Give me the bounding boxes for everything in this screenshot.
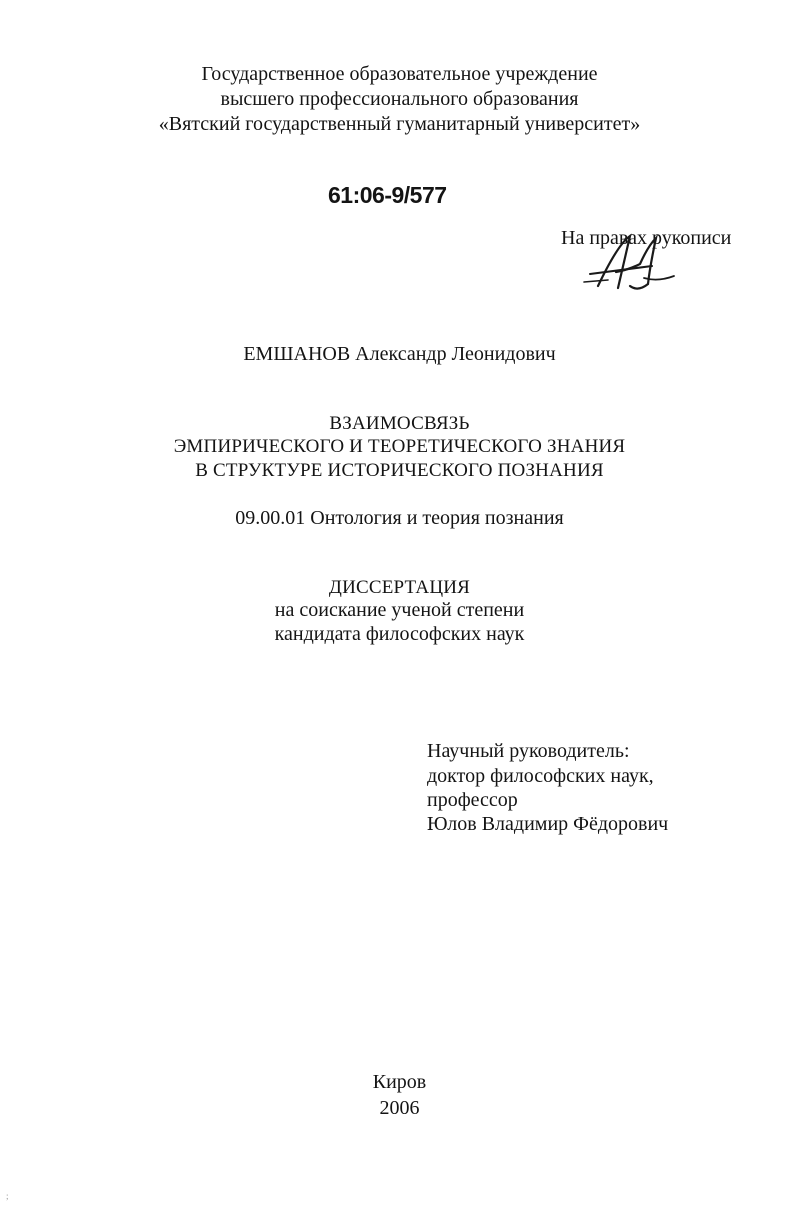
city: Киров	[372, 1071, 427, 1093]
title-line-3: В СТРУКТУРЕ ИСТОРИЧЕСКОГО ПОЗНАНИЯ	[195, 460, 604, 481]
institution-line-2: высшего профессионального образования	[220, 88, 579, 110]
scan-speck: ;	[6, 1191, 9, 1201]
specialty: 09.00.01 Онтология и теория познания	[235, 507, 564, 529]
supervisor-rank: профессор	[427, 789, 518, 811]
supervisor-name: Юлов Владимир Фёдорович	[427, 813, 669, 835]
supervisor-degree: доктор философских наук,	[427, 765, 654, 787]
title-line-2: ЭМПИРИЧЕСКОГО И ТЕОРЕТИЧЕСКОГО ЗНАНИЯ	[173, 436, 626, 457]
title-line-1: ВЗАИМОСВЯЗЬ	[329, 413, 470, 434]
institution-line-1: Государственное образовательное учреждение	[201, 63, 598, 85]
institution-line-3: «Вятский государственный гуманитарный университет»	[158, 113, 641, 135]
year: 2006	[379, 1097, 420, 1119]
catalog-code: 61:06-9/577	[328, 182, 447, 208]
author-name: ЕМШАНОВ Александр Леонидович	[243, 343, 556, 365]
signature-mark	[578, 226, 686, 302]
work-type-line-1: на соискание ученой степени	[274, 599, 525, 621]
work-type-line-2: кандидата философских наук	[274, 623, 525, 645]
manuscript-rights: На правах рукописи	[561, 227, 732, 249]
work-type-heading: ДИССЕРТАЦИЯ	[328, 577, 471, 598]
supervisor-label: Научный руководитель:	[427, 740, 630, 762]
